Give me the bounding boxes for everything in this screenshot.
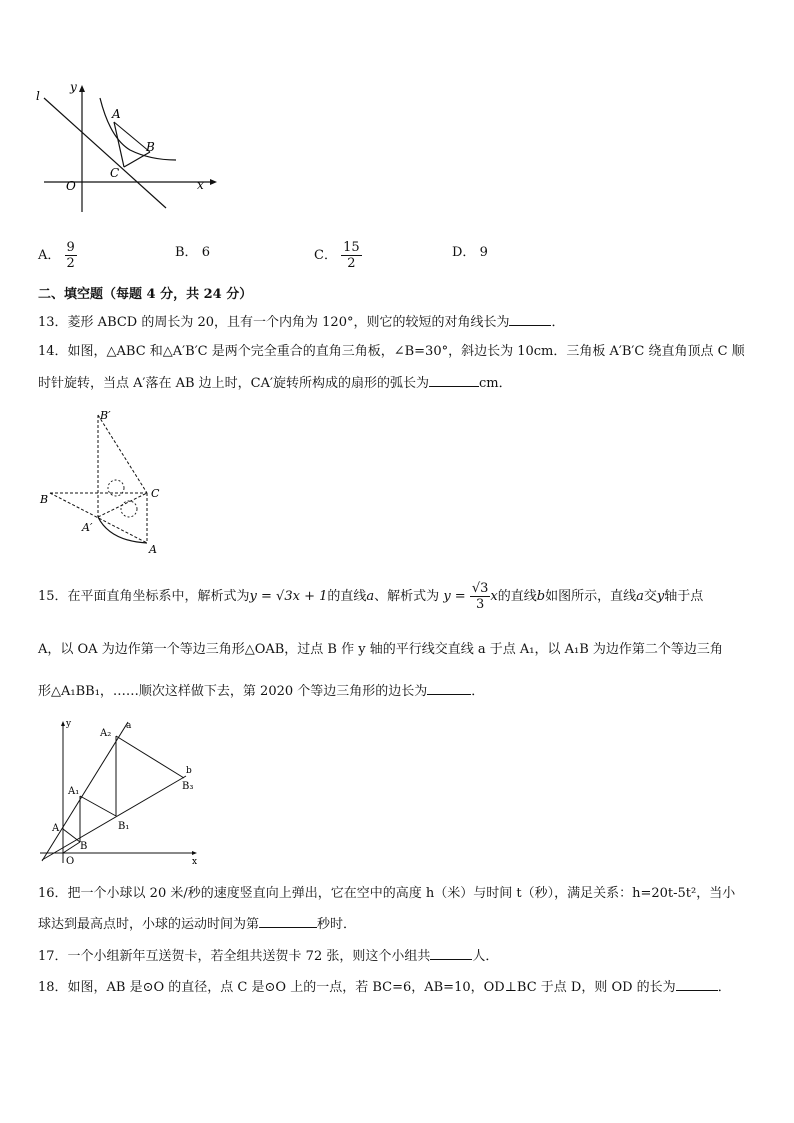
option-b — [175, 243, 210, 263]
q15-line-3-text: 形△A₁BB₁，……顺次这样做下去，第 2020 个等边三角形的边长为 — [38, 684, 428, 699]
option-a — [38, 240, 77, 271]
q15-line-2: A，以 OA 为边作第一个等边三角形△OAB，过点 B 作 y 轴的平行线交直线 a 于点 A₁，以 A₁B 为边作第二个等边三角 — [38, 642, 723, 657]
q18-text: 18．如图，AB 是⊙O 的直径，点 C 是⊙O 上的一点，若 BC=6，AB=10，OD⊥BC 于点 D，则 OD 的长为 — [38, 980, 676, 995]
q13-answer-blank[interactable] — [509, 311, 551, 326]
option-d-value: 9 — [479, 245, 488, 260]
q16-line-2-text: 球达到最高点时，小球的运动时间为第 — [38, 917, 260, 932]
angle-mark-2 — [121, 501, 137, 517]
line-b — [42, 776, 186, 860]
option-c-fraction — [341, 240, 362, 271]
q14-answer-blank[interactable] — [429, 372, 479, 387]
option-c-den: 2 — [347, 256, 356, 271]
q15-y-symbol: y — [656, 589, 665, 604]
q15-p6: 交 — [643, 589, 657, 604]
q15-answer-blank[interactable] — [427, 680, 471, 695]
q15-line-a-symbol: a — [366, 589, 375, 604]
q15-line-a-symbol-2: a — [636, 589, 644, 604]
q15-p2: 的直线 — [327, 589, 367, 604]
label-a1: A₁ — [68, 786, 80, 797]
option-c — [314, 240, 362, 271]
label-line-b: b — [186, 766, 192, 776]
q16-line-2-end: 秒时． — [317, 917, 357, 932]
option-a-num: 9 — [66, 240, 75, 255]
y-axis-arrow — [61, 721, 65, 726]
label-b: B — [80, 841, 88, 852]
label-a: A — [149, 543, 157, 556]
tri1-side-ab — [63, 829, 80, 842]
label-x: x — [192, 857, 198, 867]
label-c: C — [151, 487, 160, 500]
q15-p4: 的直线 — [497, 589, 537, 604]
option-d-letter: D． — [452, 245, 476, 260]
q15-equation-1: y = √3x + 1 — [249, 589, 328, 604]
q17-text: 17．一个小组新年互送贺卡，若全组共送贺卡 72 张，则这个小组共 — [38, 949, 431, 964]
tri1-side-ob — [63, 842, 80, 853]
q15-figure — [36, 718, 206, 868]
label-b: B — [146, 140, 155, 154]
label-a: A — [112, 107, 121, 121]
q18-answer-blank[interactable] — [676, 976, 718, 991]
q13-text: 13．菱形 ABCD 的周长为 20，且有一个内角为 120°，则它的较短的对角线长为 — [38, 315, 510, 330]
tri2-side-a1b1 — [80, 796, 116, 816]
q15-equation-2-y: y = — [443, 589, 466, 604]
label-b1: B₁ — [118, 821, 130, 832]
label-a: A — [52, 823, 60, 834]
section-2-title: 二、填空题（每题 4 分，共 24 分） — [38, 287, 253, 302]
question-18 — [38, 976, 731, 998]
label-x: x — [197, 178, 204, 192]
angle-mark-1 — [108, 480, 124, 496]
q15-fraction-den: 3 — [475, 597, 485, 612]
q15-end: ． — [471, 684, 485, 699]
label-l: l — [36, 89, 40, 103]
q15-line-1 — [38, 580, 703, 614]
q15-equation-2-x: x — [490, 589, 498, 604]
q16-answer-blank[interactable] — [259, 913, 317, 928]
q15-p7: 轴于点 — [664, 589, 704, 604]
label-y: y — [66, 719, 72, 729]
question-17 — [38, 945, 498, 967]
q16-line-1: 16．把一个小球以 20 米/秒的速度竖直向上弹出，它在空中的高度 h（米）与时间 t（秒），满足关系：h=20t-5t²，当小 — [38, 886, 736, 901]
q16-line-2 — [38, 913, 356, 935]
q17-end: 人． — [472, 949, 499, 964]
option-c-letter: C． — [314, 248, 337, 263]
option-d — [452, 243, 488, 263]
q15-p3: 、解析式为 — [374, 589, 440, 604]
q17-answer-blank[interactable] — [430, 945, 472, 960]
y-axis-arrow — [79, 85, 85, 92]
segment-cb — [124, 152, 150, 167]
q14-line-2-text: 时针旋转，当点 A′落在 AB 边上时，CA′旋转所构成的扇形的弧长为 — [38, 376, 429, 391]
option-b-letter: B． — [175, 245, 198, 260]
label-o: O — [66, 856, 75, 867]
option-a-fraction — [65, 240, 77, 271]
q14-line-2 — [38, 372, 512, 394]
label-line-a: a — [126, 721, 132, 731]
label-o: O — [66, 179, 76, 193]
x-axis-arrow — [210, 179, 217, 185]
q14-unit: cm． — [478, 376, 512, 391]
q14-figure — [30, 405, 180, 560]
x-axis-arrow — [192, 851, 197, 855]
option-a-letter: A． — [38, 248, 61, 263]
q15-line-b-symbol: b — [536, 589, 546, 604]
question-13 — [38, 311, 565, 333]
q15-p5: 如图所示，直线 — [545, 589, 637, 604]
q13-end: ． — [551, 315, 565, 330]
option-a-den: 2 — [66, 256, 75, 271]
q15-equation-2-fraction — [470, 581, 491, 612]
q15-line-3 — [38, 680, 484, 702]
label-y: y — [70, 80, 77, 94]
label-c: C — [110, 166, 120, 180]
label-b: B — [40, 493, 49, 506]
label-b3: B₃ — [182, 781, 194, 792]
label-a2: A₂ — [100, 728, 112, 739]
q14-line-1: 14．如图，△ABC 和△A′B′C 是两个完全重合的直角三角板，∠B=30°，斜边长为 10cm．三角板 A′B′C 绕直角顶点 C 顺 — [38, 344, 745, 359]
q15-p1: 15．在平面直角坐标系中，解析式为 — [38, 589, 250, 604]
line-bp-c — [98, 415, 147, 493]
option-b-value: 6 — [201, 245, 210, 260]
option-c-num: 15 — [343, 240, 360, 255]
q15-fraction-num: √3 — [471, 581, 489, 596]
q18-end: ． — [717, 980, 731, 995]
tri3-side-a2b3 — [116, 736, 184, 778]
q12-figure — [30, 78, 220, 218]
label-a-prime: A′ — [82, 521, 93, 534]
label-b-prime: B′ — [100, 409, 111, 422]
